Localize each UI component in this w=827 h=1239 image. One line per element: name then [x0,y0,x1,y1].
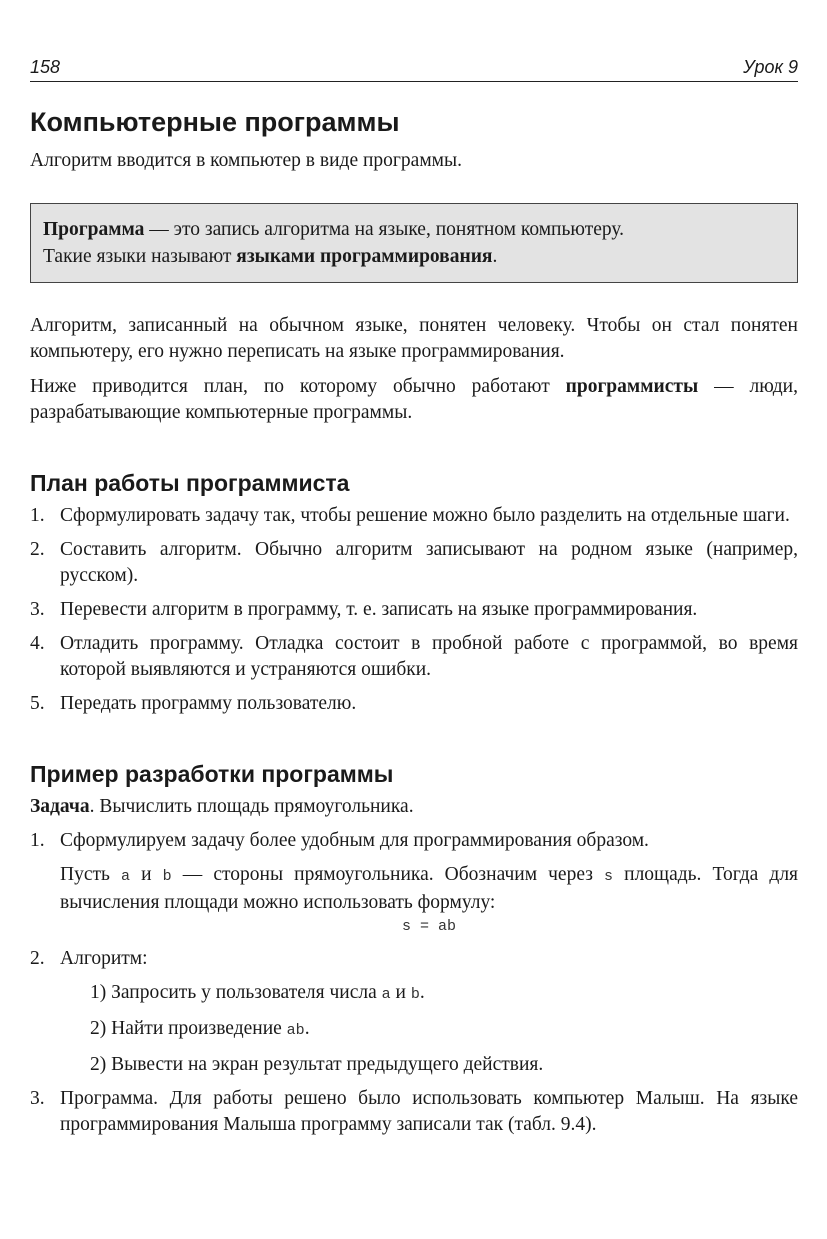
item-number: 2. [30,539,45,560]
page-number: 158 [30,57,61,77]
definition-text-2: Такие языки называют [43,246,237,267]
text-span: и [390,982,411,1003]
para2-term: программисты [565,376,699,397]
text-span: — стороны прямоугольника. Обозначим через [171,864,605,885]
section-title-computer-programs: Компьютерные программы [30,107,400,137]
task-label: Задача [30,796,90,817]
item-text: Программа. Для работы решено было использовать компьютер Малыш. На языке программирования Малыша программу записали так (табл. 9.4). [60,1088,798,1135]
item-text: Передать программу пользователю. [60,693,357,714]
task-text: . Вычислить площадь прямоугольника. [89,796,414,817]
para2-text-b: — люди, разрабатывающие компьютерные программы. [30,376,798,423]
intro-paragraph: Алгоритм вводится в компьютер в виде программы. [30,150,462,171]
definition-term: Программа [43,219,145,240]
item-number: 2. [30,948,45,969]
list-item [30,597,798,623]
var-b: b [162,868,172,885]
var-ab: ab [286,1022,305,1039]
step-item [60,980,798,1008]
var-a: a [381,986,391,1003]
variables-paragraph [60,862,798,916]
para2-text-a: Ниже приводится план, по которому обычно работают [30,376,566,397]
text-span: . [419,982,425,1003]
item-text: Алгоритм: [60,948,148,969]
text-span: и [130,864,163,885]
item-text: Сформулировать задачу так, чтобы решение можно было разделить на отдельные шаги. [60,505,790,526]
text-span: Пусть [60,864,121,885]
task-statement [30,794,798,820]
item-number: 1. [30,505,45,526]
definition-line-2 [43,243,785,270]
list-item [30,503,798,529]
lesson-label: Урок 9 [743,57,798,77]
list-item [30,691,798,717]
item-text: Сформулируем задачу более удобным для программирования образом. [60,830,649,851]
text-span: 2) Вывести на экран результат предыдущего действия. [90,1054,544,1075]
algorithm-steps [60,980,798,1078]
list-item [30,537,798,589]
item-number: 4. [30,633,45,654]
item-text: Составить алгоритм. Обычно алгоритм записывают на родном языке (например, русском). [60,539,798,586]
list-item [30,946,798,1078]
item-text: Перевести алгоритм в программу, т. е. записать на языке программирования. [60,599,698,620]
text-span: 1) Запросить у пользователя числа [90,982,382,1003]
var-s: s [604,868,614,885]
section-title-programmer-plan: План работы программиста [30,470,350,496]
paragraph-algorithm-language: Алгоритм, записанный на обычном языке, понятен человеку. Чтобы он стал понятен компьютеру, его нужно переписать на языке программирования. [30,315,798,362]
item-number: 3. [30,599,45,620]
text-span: 2) Найти произведение [90,1018,287,1039]
page [30,56,798,1146]
definition-text-3: . [492,246,498,267]
item-text: Отладить программу. Отладка состоит в пробной работе с программой, во время которой выявляются и устраняются ошибки. [60,633,798,680]
var-b: b [410,986,420,1003]
list-item [30,1086,798,1138]
paragraph-programmers [30,374,798,426]
example-list [30,828,798,1138]
definition-text-1: — это запись алгоритма на языке, понятном компьютеру. [144,219,625,240]
definition-line-1 [43,216,785,243]
var-a: a [121,868,131,885]
step-item [60,1052,798,1078]
list-item [30,828,798,938]
step-item [60,1016,798,1044]
section-title-program-example: Пример разработки программы [30,761,394,787]
item-number: 5. [30,693,45,714]
text-span: . [304,1018,310,1039]
running-header [30,56,798,82]
formula: s = ab [401,918,456,935]
item-number: 3. [30,1088,45,1109]
item-number: 1. [30,830,45,851]
list-item [30,631,798,683]
definition-box [30,203,798,283]
plan-list [30,503,798,717]
text-span: площадь. Тогда для вычисления площади можно использовать формулу: [60,864,799,913]
definition-term-2: языками программирования [236,246,493,267]
